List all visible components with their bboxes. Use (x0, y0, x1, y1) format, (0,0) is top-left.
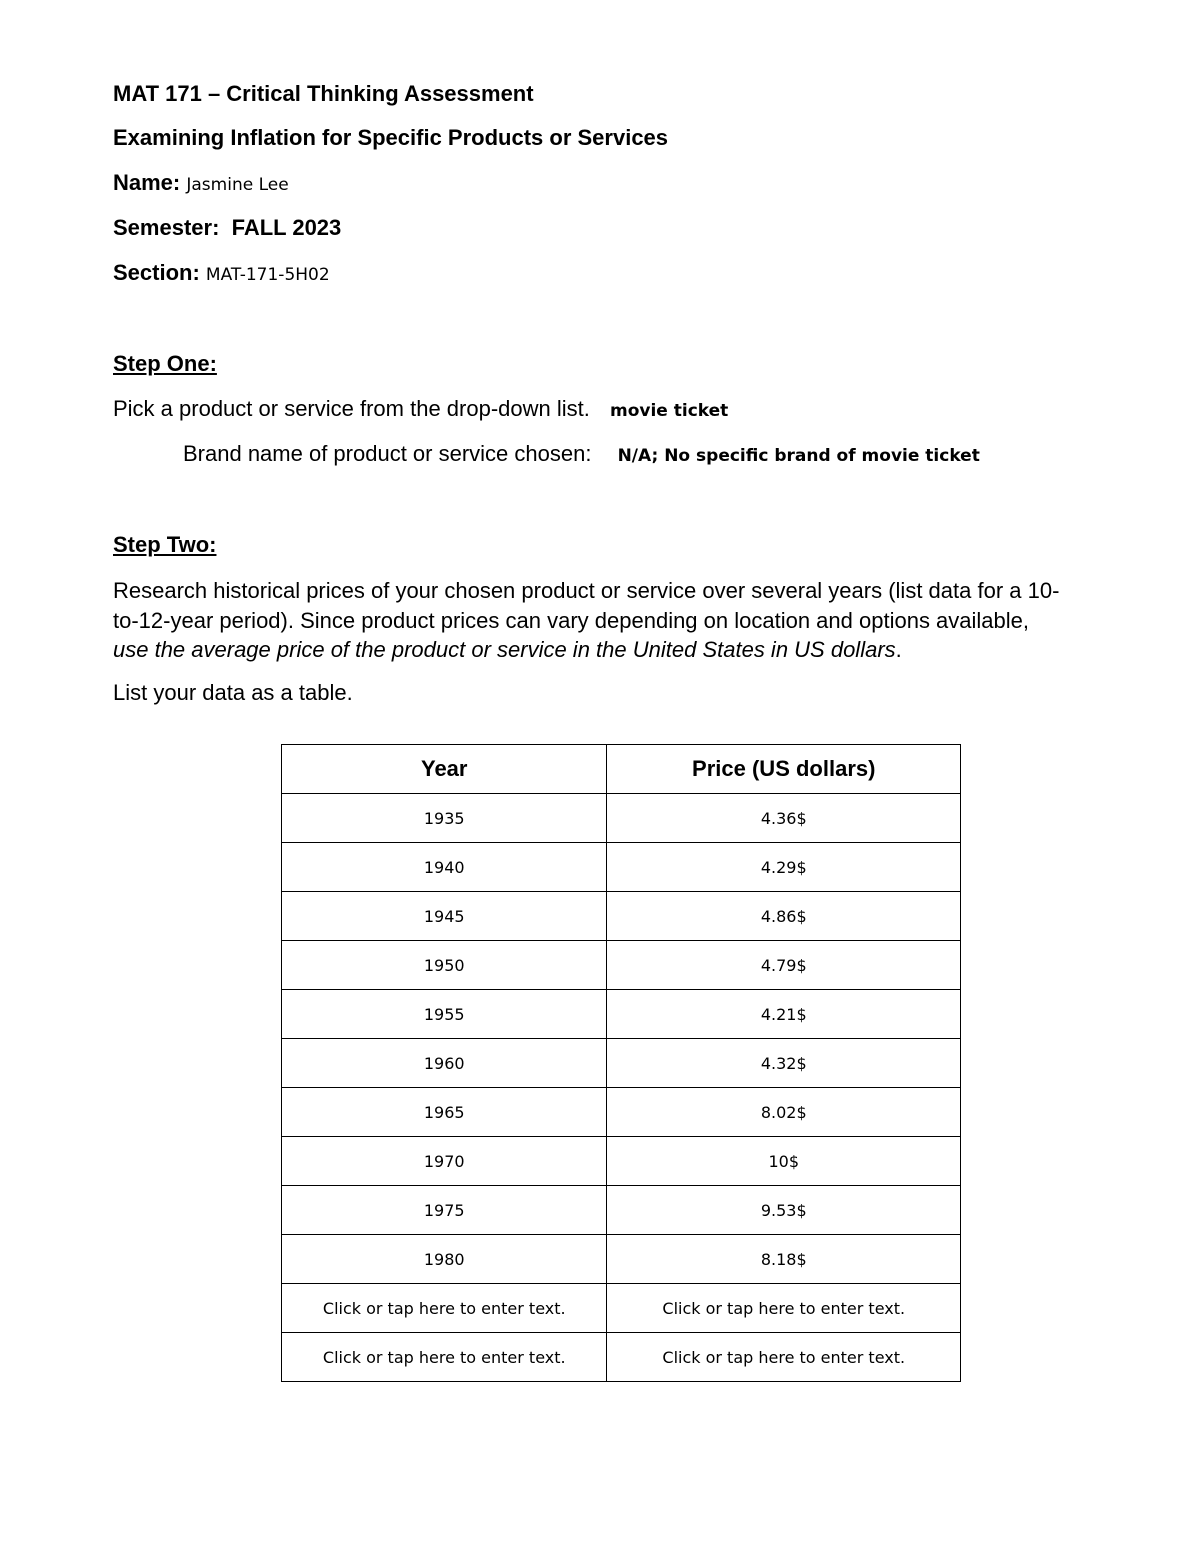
year-cell[interactable]: 1965 (282, 1088, 607, 1137)
year-placeholder-cell[interactable]: Click or tap here to enter text. (282, 1284, 607, 1333)
brand-prompt: Brand name of product or service chosen: (183, 441, 592, 466)
table-row (282, 794, 961, 843)
price-cell[interactable]: 4.21$ (607, 990, 961, 1039)
table-row (282, 1186, 961, 1235)
price-cell[interactable]: 10$ (607, 1137, 961, 1186)
price-cell[interactable]: 4.79$ (607, 941, 961, 990)
table-row (282, 843, 961, 892)
table-row (282, 892, 961, 941)
name-label: Name: (113, 170, 181, 195)
table-prompt: List your data as a table. (113, 680, 353, 705)
name-field[interactable]: Jasmine Lee (186, 175, 289, 195)
price-cell[interactable]: 4.32$ (607, 1039, 961, 1088)
year-cell[interactable]: 1980 (282, 1235, 607, 1284)
price-cell[interactable]: 4.29$ (607, 843, 961, 892)
price-cell[interactable]: 8.18$ (607, 1235, 961, 1284)
name-row (113, 170, 289, 198)
product-prompt: Pick a product or service from the drop-down list. (113, 396, 590, 421)
price-cell[interactable]: 4.36$ (607, 794, 961, 843)
step-two-instructions (113, 576, 1133, 665)
price-placeholder-cell[interactable]: Click or tap here to enter text. (607, 1333, 961, 1382)
instructions-line-3: use the average price of the product or service in the United States in US dollars. (113, 637, 902, 662)
section-label: Section: (113, 260, 200, 285)
table-row (282, 1333, 961, 1382)
section-field[interactable]: MAT-171-5H02 (205, 265, 330, 285)
price-cell[interactable]: 9.53$ (607, 1186, 961, 1235)
price-cell[interactable]: 8.02$ (607, 1088, 961, 1137)
instructions-italic: use the average price of the product or service in the United States in US dollars (113, 637, 896, 662)
table-row (282, 1235, 961, 1284)
product-row (113, 396, 728, 424)
instructions-line-1: Research historical prices of your chosen product or service over several years (list data for a 10- (113, 578, 1060, 603)
year-cell[interactable]: 1940 (282, 843, 607, 892)
table-row (282, 990, 961, 1039)
price-table (281, 744, 961, 1382)
price-cell[interactable]: 4.86$ (607, 892, 961, 941)
year-cell[interactable]: 1960 (282, 1039, 607, 1088)
year-cell[interactable]: 1955 (282, 990, 607, 1039)
year-cell[interactable]: 1970 (282, 1137, 607, 1186)
year-cell[interactable]: 1975 (282, 1186, 607, 1235)
year-cell[interactable]: 1945 (282, 892, 607, 941)
assessment-subtitle: Examining Inflation for Specific Products or Services (113, 125, 669, 150)
table-header-row (282, 745, 961, 794)
price-placeholder-cell[interactable]: Click or tap here to enter text. (607, 1284, 961, 1333)
semester-row (113, 215, 341, 241)
table-row (282, 941, 961, 990)
semester-field[interactable]: FALL 2023 (231, 215, 342, 240)
year-cell[interactable]: 1950 (282, 941, 607, 990)
table-row (282, 1284, 961, 1333)
step-two-heading: Step Two: (113, 532, 217, 557)
brand-row (183, 441, 980, 469)
year-cell[interactable]: 1935 (282, 794, 607, 843)
table-row (282, 1137, 961, 1186)
instructions-line-2: to-12-year period). Since product prices can vary depending on location and options available, (113, 607, 1030, 633)
step-one-heading: Step One: (113, 351, 217, 376)
year-placeholder-cell[interactable]: Click or tap here to enter text. (282, 1333, 607, 1382)
year-column-header: Year (282, 745, 607, 794)
brand-field[interactable]: N/A; No specific brand of movie ticket (617, 446, 980, 466)
table-row (282, 1039, 961, 1088)
price-column-header: Price (US dollars) (607, 745, 961, 794)
table-row (282, 1088, 961, 1137)
course-title: MAT 171 – Critical Thinking Assessment (113, 81, 534, 106)
section-row (113, 260, 330, 288)
semester-label: Semester: (113, 215, 220, 240)
product-dropdown[interactable]: movie ticket (609, 401, 729, 421)
